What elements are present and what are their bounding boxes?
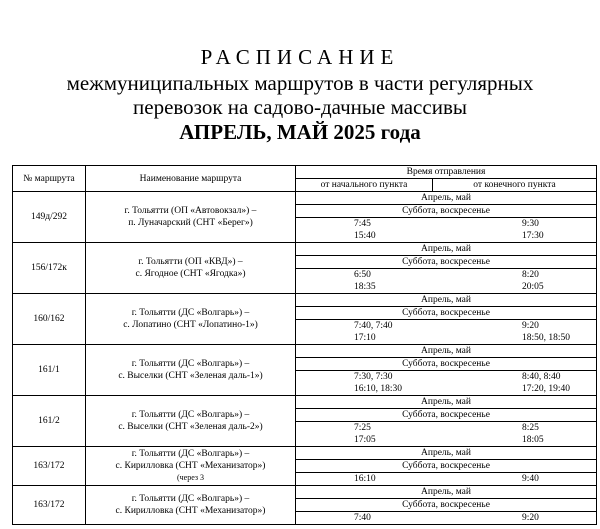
times-from-start — [296, 422, 464, 446]
table-row — [13, 396, 597, 409]
route-name — [86, 447, 296, 486]
times-from-end — [464, 422, 544, 446]
times-from-end — [464, 371, 570, 395]
route-destination: с. Кирилловка (СНТ «Механизатор») — [115, 461, 266, 471]
departure-time-end: 20:05 — [522, 282, 544, 292]
route-note: (через 3 — [176, 473, 205, 482]
route-origin: г. Тольятти (ДС «Волгарь») – — [131, 308, 250, 318]
days-label: Суббота, воскресенье — [296, 205, 597, 218]
route-number: 161/2 — [13, 396, 86, 447]
route-number: 156/172к — [13, 243, 86, 294]
route-destination: с. Ягодное (СНТ «Ягодка») — [135, 269, 246, 279]
route-number: 161/1 — [13, 345, 86, 396]
table-row — [13, 447, 597, 460]
times-from-start — [296, 512, 464, 524]
days-label: Суббота, воскресенье — [296, 256, 597, 269]
days-label: Суббота, воскресенье — [296, 499, 597, 512]
times-from-end — [464, 320, 570, 344]
departure-time-start: 7:25 — [354, 423, 371, 433]
days-label: Суббота, воскресенье — [296, 409, 597, 422]
departure-time-start: 16:10, 18:30 — [354, 384, 403, 394]
departure-time-start: 6:50 — [354, 270, 371, 280]
departure-time-end: 18:50, 18:50 — [522, 333, 571, 343]
period-label: Апрель, май — [296, 243, 597, 256]
table-row — [13, 243, 597, 256]
times-from-start — [296, 269, 464, 293]
table-row — [13, 486, 597, 499]
departure-time-start: 17:05 — [354, 435, 376, 445]
days-label: Суббота, воскресенье — [296, 358, 597, 371]
route-origin: г. Тольятти (ДС «Волгарь») – — [131, 410, 250, 420]
period-label: Апрель, май — [296, 486, 597, 499]
route-origin: г. Тольятти (ДС «Волгарь») – — [131, 494, 250, 504]
route-destination: п. Луначарский (СНТ «Берег») — [128, 218, 253, 228]
period-label: Апрель, май — [296, 294, 597, 307]
departure-time-start: 17:10 — [354, 333, 376, 343]
route-name — [86, 294, 296, 345]
page-title: РАСПИСАНИЕ — [200, 45, 400, 69]
period-label: Апрель, май — [296, 396, 597, 409]
route-name — [86, 192, 296, 243]
route-origin: г. Тольятти (ДС «Волгарь») – — [131, 359, 250, 369]
subtitle-line-1: межмуниципальных маршрутов в части регулярных — [66, 71, 534, 95]
departure-time-start: 16:10 — [354, 474, 376, 484]
departure-time-start: 15:40 — [354, 231, 376, 241]
departure-time-end: 17:20, 19:40 — [522, 384, 571, 394]
route-destination: с. Кирилловка (СНТ «Механизатор») — [115, 506, 266, 516]
times-from-end — [464, 218, 544, 242]
times-from-start — [296, 473, 464, 485]
route-name — [86, 396, 296, 447]
departure-time-end: 8:20 — [522, 270, 539, 280]
table-row — [13, 345, 597, 358]
period-label: Апрель, май — [296, 447, 597, 460]
departure-time-end: 8:25 — [522, 423, 539, 433]
departure-time-start: 7:40, 7:40 — [354, 321, 393, 331]
period-heading: АПРЕЛЬ, МАЙ 2025 года — [179, 120, 421, 144]
times-from-end — [464, 269, 544, 293]
departure-time-end: 18:05 — [522, 435, 544, 445]
route-name — [86, 486, 296, 525]
column-header-from-start: от начального пункта — [296, 179, 433, 192]
times-from-end — [464, 512, 539, 524]
route-name — [86, 345, 296, 396]
departure-time-end: 9:40 — [522, 474, 539, 484]
route-number: 163/172 — [13, 486, 86, 525]
route-destination: с. Выселки (СНТ «Зеленая даль-2») — [118, 422, 263, 432]
days-label: Суббота, воскресенье — [296, 460, 597, 473]
times-from-start — [296, 320, 464, 344]
column-header-route-number: № маршрута — [13, 166, 86, 192]
departure-time-start: 18:35 — [354, 282, 376, 292]
departure-time-end: 17:30 — [522, 231, 544, 241]
route-destination: с. Лопатино (СНТ «Лопатино-1») — [123, 320, 258, 330]
departure-time-end: 9:20 — [522, 321, 539, 331]
departure-time-end: 9:30 — [522, 219, 539, 229]
departure-time-end: 9:20 — [522, 513, 539, 523]
column-header-route-name: Наименование маршрута — [86, 166, 296, 192]
departure-time-start: 7:40 — [354, 513, 371, 523]
departure-time-start: 7:30, 7:30 — [354, 372, 393, 382]
route-number: 160/162 — [13, 294, 86, 345]
column-header-departure: Время отправления — [296, 166, 597, 179]
departure-time-start: 7:45 — [354, 219, 371, 229]
route-name — [86, 243, 296, 294]
table-row — [13, 192, 597, 205]
route-origin: г. Тольятти (ОП «Автовокзал») – — [124, 206, 257, 216]
route-number: 149д/292 — [13, 192, 86, 243]
days-label: Суббота, воскресенье — [296, 307, 597, 320]
route-origin: г. Тольятти (ОП «КВД») – — [138, 257, 243, 267]
times-from-start — [296, 371, 464, 395]
departure-time-end: 8:40, 8:40 — [522, 372, 561, 382]
times-from-start — [296, 218, 464, 242]
period-label: Апрель, май — [296, 192, 597, 205]
times-from-end — [464, 473, 539, 485]
route-number: 163/172 — [13, 447, 86, 486]
period-label: Апрель, май — [296, 345, 597, 358]
subtitle-line-2: перевозок на садово-дачные массивы — [133, 95, 467, 119]
schedule-table — [12, 165, 597, 525]
table-row — [13, 294, 597, 307]
route-destination: с. Выселки (СНТ «Зеленая даль-1») — [118, 371, 263, 381]
column-header-from-end: от конечного пункта — [433, 179, 597, 192]
route-origin: г. Тольятти (ДС «Волгарь») – — [131, 449, 250, 459]
